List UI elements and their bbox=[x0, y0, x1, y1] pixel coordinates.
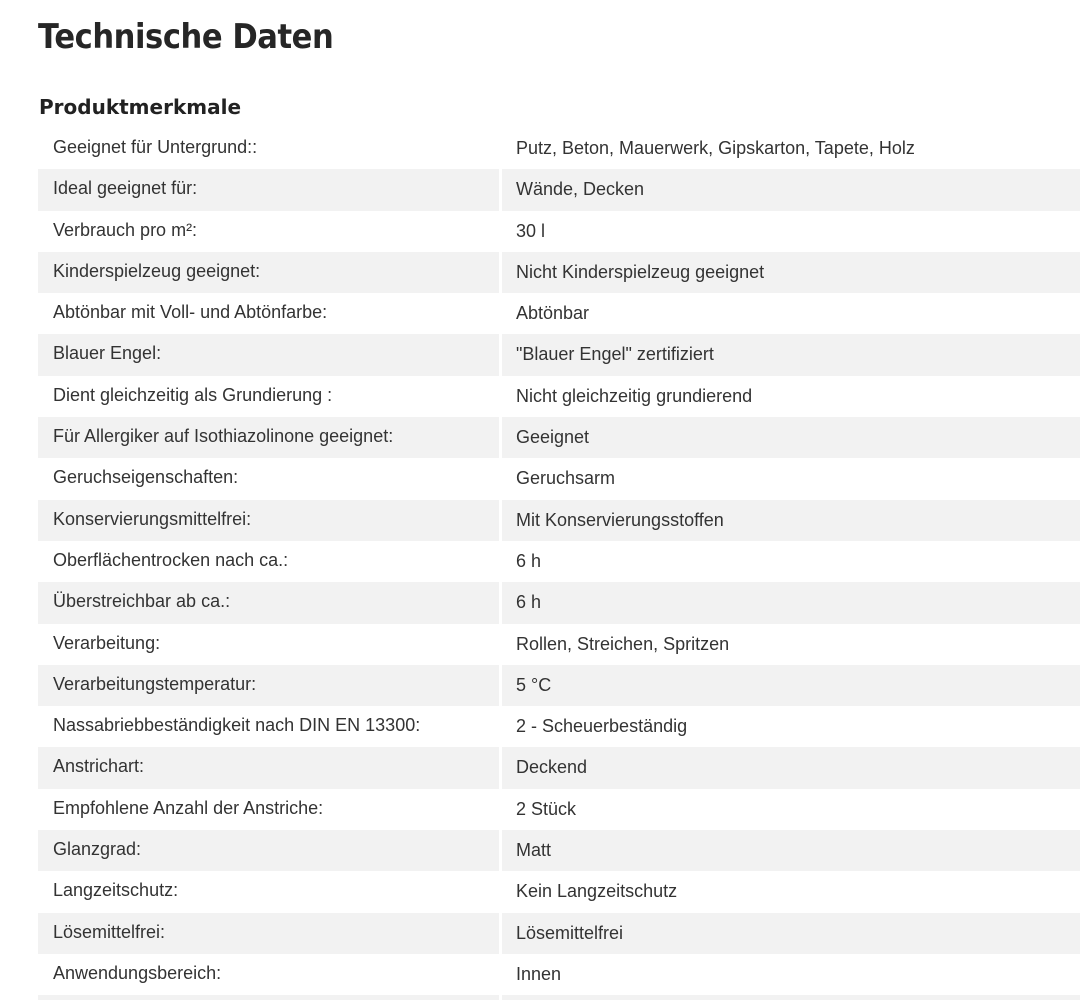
spec-label: Langzeitschutz: bbox=[53, 880, 179, 901]
spec-row bbox=[38, 376, 1080, 417]
spec-row bbox=[38, 252, 1080, 293]
spec-value: Matt bbox=[502, 830, 1080, 871]
spec-row bbox=[38, 211, 1080, 252]
spec-label: Nassabriebbeständigkeit nach DIN EN 13300: bbox=[53, 715, 421, 736]
spec-label bbox=[38, 995, 499, 1000]
spec-row bbox=[38, 541, 1080, 582]
spec-value: Geruchsarm bbox=[516, 468, 616, 489]
spec-value: Deckend bbox=[502, 747, 1080, 788]
spec-row bbox=[38, 128, 1080, 169]
spec-label: Kinderspielzeug geeignet: bbox=[38, 252, 499, 293]
spec-row bbox=[38, 830, 1080, 871]
spec-row bbox=[38, 417, 1080, 458]
spec-label: Blauer Engel: bbox=[38, 334, 499, 375]
spec-value: Putz, Beton, Mauerwerk, Gipskarton, Tapete, Holz bbox=[516, 138, 915, 158]
spec-row bbox=[38, 293, 1080, 334]
spec-row bbox=[38, 747, 1080, 788]
spec-value: 6 h bbox=[502, 582, 1080, 623]
page-title: Technische Daten bbox=[38, 17, 334, 57]
spec-value: Lösemittelfrei bbox=[502, 913, 1080, 954]
spec-label: Verarbeitung: bbox=[53, 632, 161, 653]
spec-row bbox=[38, 871, 1080, 912]
spec-value: Geeignet bbox=[502, 417, 1080, 458]
spec-value: Rollen, Streichen, Spritzen bbox=[516, 633, 730, 654]
spec-label: Für Allergiker auf Isothiazolinone geeignet: bbox=[38, 417, 499, 458]
spec-row bbox=[38, 458, 1080, 499]
spec-value: Mit Konservierungsstoffen bbox=[502, 500, 1080, 541]
spec-label: Verbrauch pro m²: bbox=[53, 219, 198, 240]
spec-label: Anwendungsbereich: bbox=[53, 962, 222, 983]
spec-row bbox=[38, 789, 1080, 830]
spec-label: Ideal geeignet für: bbox=[38, 169, 499, 210]
spec-row bbox=[38, 995, 1080, 1000]
spec-label: Geruchseigenschaften: bbox=[53, 467, 239, 488]
spec-row bbox=[38, 665, 1080, 706]
spec-value: Kein Langzeitschutz bbox=[516, 881, 678, 902]
spec-value: 5 °C bbox=[502, 665, 1080, 706]
spec-value bbox=[502, 995, 1080, 1000]
spec-value: Wände, Decken bbox=[502, 169, 1080, 210]
spec-value: "Blauer Engel" zertifiziert bbox=[502, 334, 1080, 375]
spec-row bbox=[38, 913, 1080, 954]
spec-label: Dient gleichzeitig als Grundierung : bbox=[53, 384, 333, 405]
spec-value: 30 l bbox=[516, 220, 546, 241]
spec-value: Innen bbox=[516, 963, 562, 984]
spec-value: 2 Stück bbox=[516, 798, 577, 819]
spec-value: 6 h bbox=[516, 550, 542, 571]
spec-value: Abtönbar bbox=[516, 303, 590, 324]
spec-label: Geeignet für Untergrund:: bbox=[53, 137, 258, 157]
spec-label: Empfohlene Anzahl der Anstriche: bbox=[53, 797, 324, 818]
spec-label: Verarbeitungstemperatur: bbox=[38, 665, 499, 706]
spec-row bbox=[38, 624, 1080, 665]
spec-label: Abtönbar mit Voll- und Abtönfarbe: bbox=[53, 302, 328, 323]
spec-row bbox=[38, 582, 1080, 623]
spec-label: Konservierungsmittelfrei: bbox=[38, 500, 499, 541]
spec-row bbox=[38, 334, 1080, 375]
spec-row bbox=[38, 954, 1080, 995]
spec-row bbox=[38, 706, 1080, 747]
spec-label: Oberflächentrocken nach ca.: bbox=[53, 549, 289, 570]
spec-value: 2 - Scheuerbeständig bbox=[516, 716, 688, 737]
spec-label: Überstreichbar ab ca.: bbox=[38, 582, 499, 623]
spec-row bbox=[38, 500, 1080, 541]
spec-value: Nicht Kinderspielzeug geeignet bbox=[502, 252, 1080, 293]
section-title: Produktmerkmale bbox=[39, 95, 242, 119]
spec-value: Nicht gleichzeitig grundierend bbox=[516, 385, 753, 406]
spec-row bbox=[38, 169, 1080, 210]
spec-table bbox=[38, 128, 1080, 1000]
spec-label: Glanzgrad: bbox=[38, 830, 499, 871]
spec-label: Anstrichart: bbox=[38, 747, 499, 788]
spec-label: Lösemittelfrei: bbox=[38, 913, 499, 954]
